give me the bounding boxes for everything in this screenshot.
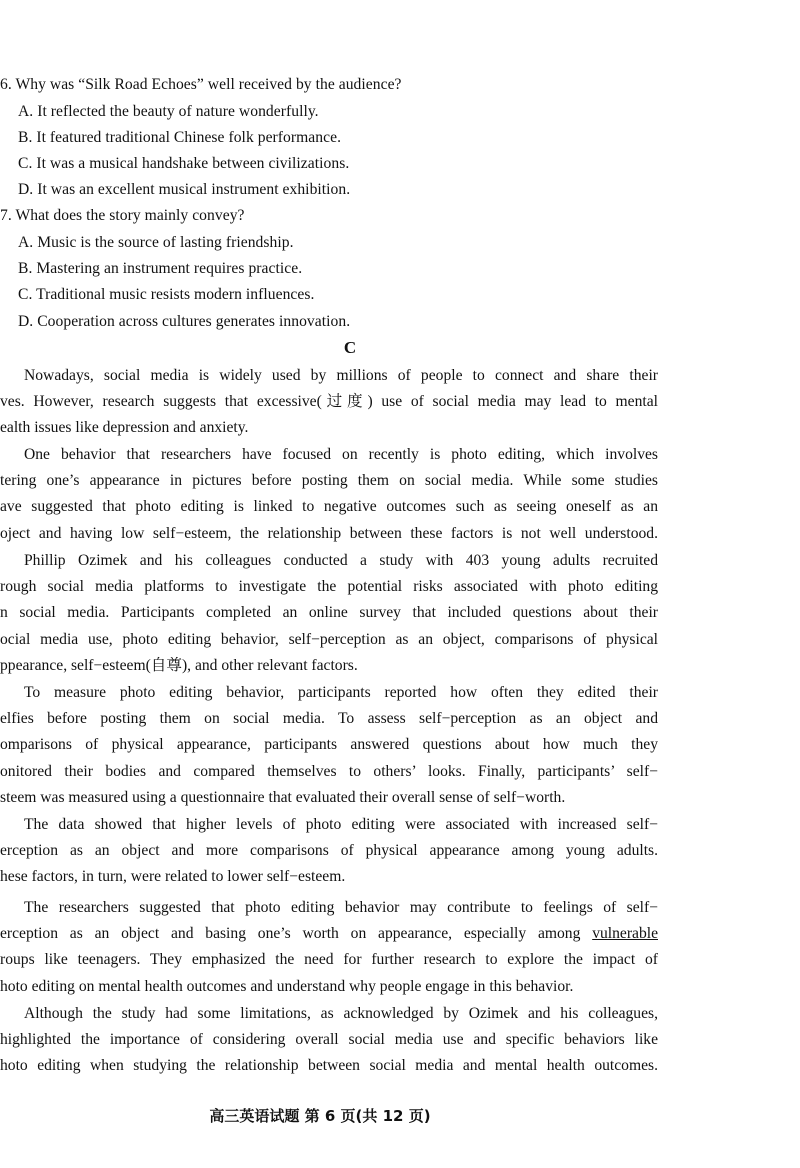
paragraph-line: The researchers suggested that photo editing behavior may contribute to feelings of self− xyxy=(24,899,658,916)
paragraph-line: Nowadays, social media is widely used by millions of people to connect and share their xyxy=(24,367,658,384)
paragraph-line: roups like teenagers. They emphasized the need for further research to explore the impact of xyxy=(0,951,658,969)
question-6-option-c: C. It was a musical handshake between civilizations. xyxy=(18,155,350,172)
paragraph-line: elfies before posting them on social media. To assess self−perception as an object and xyxy=(0,710,658,728)
paragraph-line: ves. However, research suggests that excessive(过度) use of social media may lead to mental xyxy=(0,393,658,411)
question-7-option-b: B. Mastering an instrument requires practice. xyxy=(18,260,303,277)
paragraph-line: Although the study had some limitations, as acknowledged by Ozimek and his colleagues, xyxy=(24,1005,658,1022)
passage-paragraph-5 xyxy=(0,812,658,891)
question-7 xyxy=(0,206,245,226)
paragraph-line: To measure photo editing behavior, participants reported how often they edited their xyxy=(24,684,658,701)
paragraph-line: omparisons of physical appearance, participants answered questions about how much they xyxy=(0,736,658,754)
passage-paragraph-1 xyxy=(0,363,658,442)
paragraph-line: ave suggested that photo editing is linked to negative outcomes such as seeing oneself as an xyxy=(0,498,658,516)
paragraph-line: oject and having low self−esteem, the relationship between these factors is not well understood. xyxy=(0,524,658,542)
question-number: 6. xyxy=(0,76,12,93)
question-7-option-c: C. Traditional music resists modern influences. xyxy=(18,286,315,303)
paragraph-line: n social media. Participants completed an online survey that included questions about their xyxy=(0,604,658,622)
paragraph-line: Phillip Ozimek and his colleagues conducted a study with 403 young adults recruited xyxy=(24,552,658,569)
question-stem: What does the story mainly convey? xyxy=(15,207,245,224)
question-6-option-a: A. It reflected the beauty of nature wonderfully. xyxy=(18,103,319,120)
question-stem: Why was “Silk Road Echoes” well received by the audience? xyxy=(15,76,402,93)
passage-paragraph-2 xyxy=(0,442,658,547)
paragraph-line: onitored their bodies and compared themselves to others’ looks. Finally, participants’ self− xyxy=(0,762,658,780)
paragraph-line xyxy=(0,921,658,947)
question-7-option-a: A. Music is the source of lasting friendship. xyxy=(18,234,294,251)
paragraph-line-text: erception as an object and basing one’s worth on appearance, especially among xyxy=(0,925,593,943)
paragraph-line: The data showed that higher levels of photo editing were associated with increased self− xyxy=(24,816,658,833)
paragraph-line: steem was measured using a questionnaire that evaluated their overall sense of self−worth. xyxy=(0,788,566,806)
paragraph-line: One behavior that researchers have focused on recently is photo editing, which involves xyxy=(24,446,658,463)
paragraph-line: hoto editing when studying the relationship between social media and mental health outcomes. xyxy=(0,1057,658,1075)
paragraph-line: erception as an object and more comparisons of physical appearance among young adults. xyxy=(0,842,658,860)
question-6 xyxy=(0,75,402,95)
paragraph-line: ealth issues like depression and anxiety. xyxy=(0,419,249,437)
paragraph-line: highlighted the importance of considering overall social media use and specific behaviors like xyxy=(0,1031,658,1049)
passage-paragraph-4 xyxy=(0,680,658,811)
page-footer: 高三英语试题 第 6 页(共 12 页) xyxy=(209,1107,431,1125)
question-number: 7. xyxy=(0,207,12,224)
underlined-word: vulnerable xyxy=(592,925,658,943)
paragraph-line: tering one’s appearance in pictures before posting them on social media. While some studies xyxy=(0,472,658,490)
paragraph-line: ocial media use, photo editing behavior, self−perception as an object, comparisons of physical xyxy=(0,630,658,648)
section-heading: C xyxy=(343,338,357,357)
passage-paragraph-3 xyxy=(0,548,658,679)
paragraph-line: ppearance, self−esteem(自尊), and other relevant factors. xyxy=(0,656,358,674)
paragraph-line: hoto editing on mental health outcomes and understand why people engage in this behavior. xyxy=(0,977,574,995)
paragraph-line: hese factors, in turn, were related to lower self−esteem. xyxy=(0,868,346,886)
paragraph-line: rough social media platforms to investigate the potential risks associated with photo editing xyxy=(0,578,658,596)
question-6-option-d: D. It was an excellent musical instrument exhibition. xyxy=(18,181,351,198)
question-7-option-d: D. Cooperation across cultures generates innovation. xyxy=(18,313,351,330)
passage-paragraph-7 xyxy=(0,1001,658,1080)
question-6-option-b: B. It featured traditional Chinese folk performance. xyxy=(18,129,342,146)
passage-paragraph-6 xyxy=(0,895,658,1000)
